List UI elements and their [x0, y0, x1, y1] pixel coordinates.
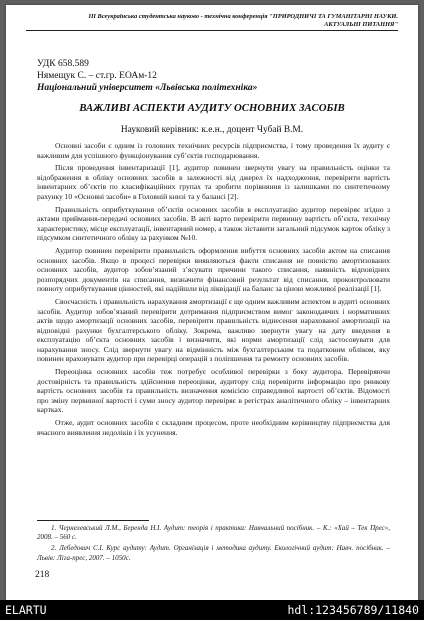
repository-footer: [0, 600, 424, 620]
paragraph-6: Переоцінка основних засобів теж потребує особливої перевірки з боку аудитора. Перевіряючи достовірність та правильність здійснення переоцінки, аудитору слід перевірити інформацію про ринкову вартість основних засобів та правильність визначення комісією справедливої вартості об’єктів. Відомості про зміну первинної вартості і суми зносу аудитор перевіряє в регістрах аналітичного обліку – інвентарних картках.: [37, 367, 390, 415]
page-number: 218: [35, 570, 50, 580]
reference-2: 2. Лебедович С.І. Курс аудиту: Аудит. Організація і методика аудиту. Екологічний аудит: Навч. посібник. – Львів: Ліга-прес, 2007. – 1050с.: [37, 544, 390, 562]
references-divider: [37, 520, 149, 521]
article-title: ВАЖЛИВІ АСПЕКТИ АУДИТУ ОСНОВНИХ ЗАСОБІВ: [79, 102, 345, 114]
paragraph-5: Своєчасність і правильність нарахування амортизації є ще одним важливим аспектом в аудиті основних засобів. Аудитор зобов’язаний перевірити дотримання підприємством вимог законодавчих і нормативних актів щодо амортизації основних засобів, перевірити правильність віднесення нарахованої амортизації на відповідні рахунки бухгалтерського обліку. Зокрема, важливо звернути увагу на дату введення в експлуатацію об’єкта основних засобів і визначити, які норми амортизації слід застосовувати для нарахування зносу. Слід звернути увагу на відмінність між бухгалтерським та податковим обліком, яку повинен враховувати аудитор при перевірці операцій з поліпшення та ремонту основних засобів.: [37, 296, 390, 364]
paragraph-2: Після проведення інвентаризації [1], аудитор повинен звернути увагу на правильність оцінки та відображення в обліку основних засобів в залежності від джерел їх надходження, перевірити вартість інвентарних об’єктів по класифікаційних групах та зробити порівняння із залишками по синтетичному рахунку 10 «Основні засоби» в Головній книзі та у балансі [2].: [37, 163, 390, 201]
paragraph-4: Аудитор повинен перевірити правильність оформлення вибуття основних засобів актом на списання основних засобів. Якщо в процесі перевірки виявляються факти списання не повністю амортизованих основних засобів, аудитор зобов’язаний з’ясувати причини такого списання, наявність відповідних розпорядчих документів на списання, визначити фінансовий результат від списання, проконтролювати повноту оприбуткування цінностей, які надійшли від ліквідації на баланс за ціною можливої реалізації [1].: [37, 245, 390, 294]
repository-name: ELARTU: [5, 603, 47, 617]
author-line: Нямещук С. – ст.гр. ЕОАм-12: [37, 71, 157, 81]
paragraph-7: Отже, аудит основних засобів є складним процесом, проте необхідним керівництву підприємства для вчасного виявлення недоліків і їх усунення.: [37, 418, 390, 437]
handle-identifier: hdl:123456789/11840: [287, 603, 419, 617]
reference-1: 1. Чернелевський Л.М., Беренда Н.І. Аудит: теорія і практика: Навчальний посібник. – К.: «Хай – Тек Прес», 2008. – 560 с.: [37, 524, 390, 542]
paragraph-1: Основні засоби є одним із головних технічних ресурсів підприємства, і тому проведення їх аудиту є важливим для успішного функціонування суб’єктів господарювання.: [37, 141, 390, 160]
supervisor-line: Науковий керівник: к.е.н., доцент Чубай В.М.: [120, 125, 304, 135]
conference-header: [26, 13, 398, 31]
university-line: Національний університет «Львівська політехніка»: [37, 83, 258, 93]
conference-header-line-1: ІІІ Всеукраїнська студентська науково - технічна конференція "ПРИРОДНИЧІ ТА ГУМАНІТАРНІ НАУКИ.: [88, 13, 398, 20]
conference-header-line-2: АКТУАЛЬНІ ПИТАННЯ": [324, 20, 398, 28]
paragraph-3: Правильність оприбуткування об’єктів основних засобів в експлуатацію аудитор перевіряє згідно з актами приймання-передачі основних засобів. В акті варто перевірити первинну вартість об’єкта, технічну характеристику, місце експлуатації, інвентарний номер, а також зіставити загальний підсумок карток обліку з підсумком синтетичного обліку за рахунком №10.: [37, 204, 390, 243]
article-body: [37, 141, 390, 440]
udk-code: УДК 658.589: [37, 59, 89, 69]
document-page: [6, 5, 418, 600]
references-list: [37, 524, 390, 565]
